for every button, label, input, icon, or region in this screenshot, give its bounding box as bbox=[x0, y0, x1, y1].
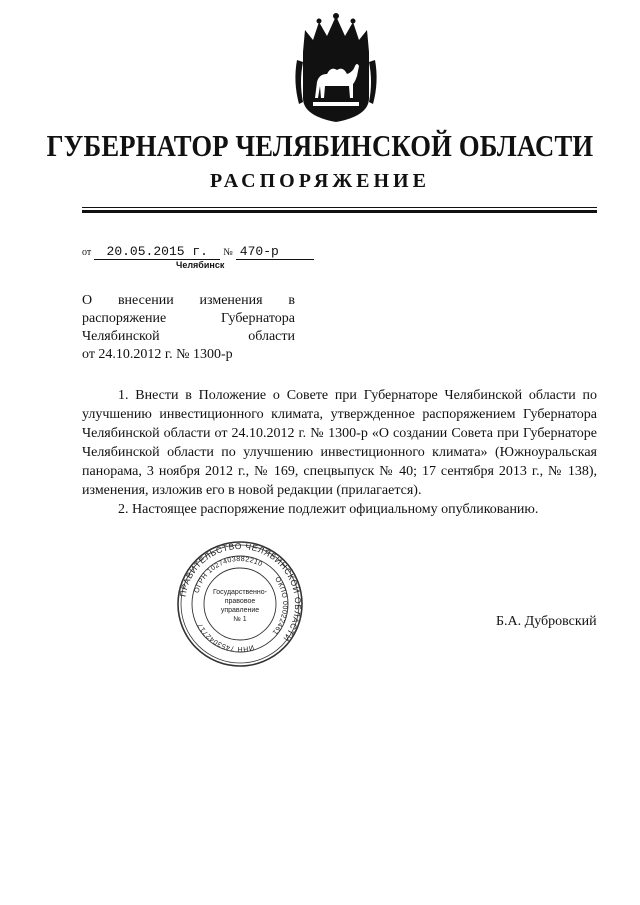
official-stamp bbox=[176, 540, 304, 668]
header-divider-thin bbox=[82, 207, 597, 208]
date-label: от bbox=[82, 247, 92, 258]
stamp-ogrn-text: ОГРН 1027403882210 bbox=[193, 555, 264, 594]
svg-text:ОКПО 00022461 bbox=[270, 576, 288, 636]
subject-line: Челябинской области bbox=[82, 329, 295, 344]
registration-line bbox=[82, 244, 314, 260]
number-value: 470-р bbox=[236, 245, 314, 260]
issuing-authority-title: ГУБЕРНАТОР ЧЕЛЯБИНСКОЙ ОБЛАСТИ bbox=[46, 128, 594, 163]
date-value: 20.05.2015 г. bbox=[94, 245, 220, 260]
header-divider-thick bbox=[82, 210, 597, 213]
city-label: Челябинск bbox=[176, 260, 225, 270]
stamp-center-line: правовое bbox=[224, 598, 256, 605]
body-paragraph: 2. Настоящее распоряжение подлежит официальному опубликованию. bbox=[118, 502, 539, 517]
body-paragraph: 1. Внести в Положение о Совете при Губернаторе Челябинской области по улучшению инвестиционного климата, утвержденное распоряжением Губернатора Челябинской области от 24.10.2012 г. № 1300-р «О создании Совета при Губернаторе Челябинской области по улучшению инвестиционного климата» (Южноуральская панорама, 3 ноября 2012 г., № 169, спецвыпуск № 40; 17 сентября 2013 г., № 138), изменения, изложив его в новой редакции (прилагается). bbox=[82, 388, 597, 498]
subject-line: О внесении изменения в bbox=[82, 293, 295, 308]
subject-line: распоряжение Губернатора bbox=[82, 311, 295, 326]
stamp-center-line: № 1 bbox=[233, 616, 247, 623]
stamp-inn-text: ИНН 7453042717 bbox=[196, 621, 255, 653]
stamp-center-line: Государственно- bbox=[212, 589, 268, 596]
subject-block bbox=[82, 292, 295, 364]
stamp-okpo-text: ОКПО 00022461 bbox=[270, 576, 289, 636]
document-type-heading: РАСПОРЯЖЕНИЕ bbox=[210, 170, 430, 192]
subject-line: от 24.10.2012 г. № 1300-р bbox=[82, 347, 233, 362]
stamp-center-line: управление bbox=[220, 607, 260, 614]
signatory-name: Б.А. Дубровский bbox=[496, 614, 597, 629]
number-label: № bbox=[223, 247, 233, 258]
coat-of-arms-icon bbox=[293, 12, 379, 124]
document-body bbox=[82, 386, 597, 519]
stamp-outer-text: ПРАВИТЕЛЬСТВО ЧЕЛЯБИНСКОЙ ОБЛАСТИ bbox=[177, 540, 304, 644]
